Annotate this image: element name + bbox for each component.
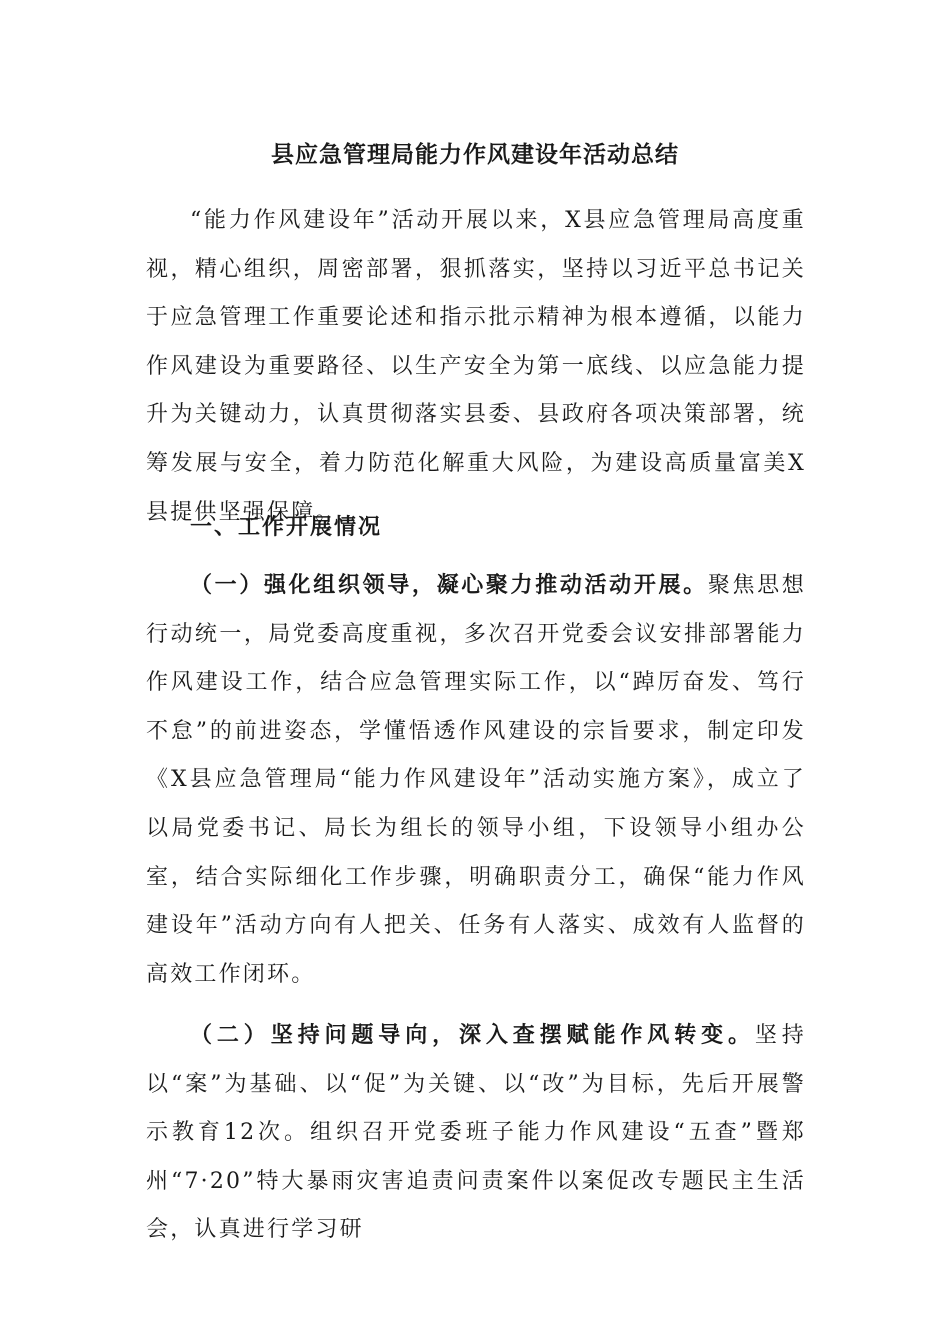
item-body-organization: 聚焦思想行动统一，局党委高度重视，多次召开党委会议安排部署能力作风建设工作，结合应急管理实际工作，以“踔厉奋发、笃行不怠”的前进姿态，学懂悟透作风建设的宗旨要求，制定印发《X县应急管理局“能力作风建设年”活动实施方案》，成立了以局党委书记、局长为组长的领导小组，下设领导小组办公室，结合实际细化工作步骤，明确职责分工，确保“能力作风建设年”活动方向有人把关、任务有人落实、成效有人监督的高效工作闭环。 [146,573,807,987]
item-lead-problem-oriented: （二）坚持问题导向，深入查摆赋能作风转变。 [190,1023,755,1048]
item-paragraph-organization [146,562,806,999]
section-heading-work-progress: 一、工作开展情况 [190,515,383,540]
item-body-problem-oriented: 坚持以“案”为基础、以“促”为关键、以“改”为目标，先后开展警示教育12次。组织召开党委班子能力作风建设“五查”暨郑州“7·20”特大暴雨灾害追责问责案件以案促改专题民主生活会，认真进行学习研 [146,1023,807,1243]
item-paragraph-problem-oriented [146,1012,806,1255]
item-lead-organization: （一）强化组织领导，凝心聚力推动活动开展。 [190,573,708,598]
document-title: 县应急管理局能力作风建设年活动总结 [271,142,679,168]
intro-paragraph: “能力作风建设年”活动开展以来，X县应急管理局高度重视，精心组织，周密部署，狠抓落实，坚持以习近平总书记关于应急管理工作重要论述和指示批示精神为根本遵循，以能力作风建设为重要路径、以生产安全为第一底线、以应急能力提升为关键动力，认真贯彻落实县委、县政府各项决策部署，统筹发展与安全，着力防范化解重大风险，为建设高质量富美X县提供坚强保障。 [146,208,806,525]
